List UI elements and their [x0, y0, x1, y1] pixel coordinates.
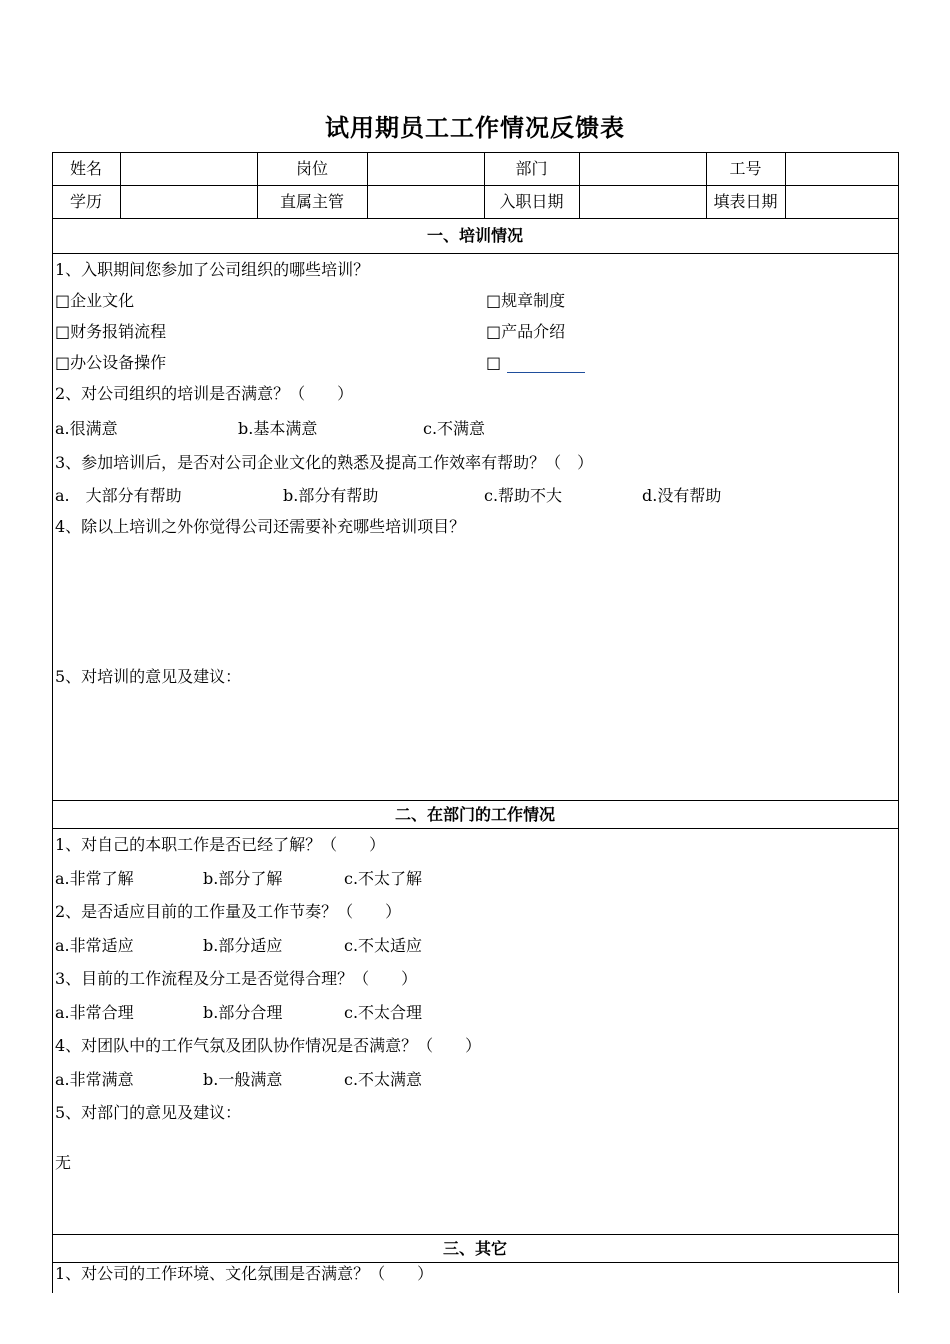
answer-option[interactable]: c.帮助不大	[484, 486, 563, 505]
answer-option[interactable]: b.一般满意	[203, 1070, 283, 1089]
option-checkbox-other[interactable]	[486, 353, 585, 373]
label-education: 学历	[69, 192, 102, 211]
label-position: 岗位	[295, 159, 328, 178]
answer-option[interactable]: c.不太满意	[344, 1070, 423, 1089]
label-department: 部门	[515, 159, 548, 178]
question-dept-4: 4、对团队中的工作气氛及团队协作情况是否满意？（ ）	[55, 1036, 482, 1055]
option-checkbox[interactable]: □财务报销流程	[55, 322, 167, 341]
question-dept-5: 5、对部门的意见及建议：	[55, 1103, 242, 1122]
answer-option[interactable]: b.部分合理	[203, 1003, 283, 1022]
col-divider	[367, 152, 368, 218]
answer-option[interactable]: b.部分有帮助	[283, 486, 379, 505]
answer-option[interactable]: a.非常合理	[55, 1003, 134, 1022]
row-divider	[52, 1262, 898, 1263]
section-title-training: 一、培训情况	[426, 226, 523, 245]
question-training-2: 2、对公司组织的培训是否满意？（ ）	[55, 384, 354, 403]
option-checkbox[interactable]: □办公设备操作	[55, 353, 167, 372]
col-divider	[579, 152, 580, 218]
answer-option[interactable]: a.非常适应	[55, 936, 134, 955]
col-divider	[120, 152, 121, 218]
answer-option[interactable]: c.不满意	[423, 419, 486, 438]
question-training-4: 4、除以上培训之外你觉得公司还需要补充哪些培训项目？	[55, 517, 466, 536]
label-employee-id: 工号	[729, 159, 762, 178]
col-divider	[785, 152, 786, 218]
other-blank-field[interactable]	[507, 356, 585, 373]
question-dept-2: 2、是否适应目前的工作量及工作节奏？（ ）	[55, 902, 402, 921]
label-fill-date: 填表日期	[713, 192, 778, 211]
answer-text[interactable]: 无	[55, 1153, 72, 1172]
option-checkbox[interactable]: □产品介绍	[486, 322, 566, 341]
label-supervisor: 直属主管	[279, 192, 344, 211]
label-hire-date: 入职日期	[499, 192, 564, 211]
question-dept-3: 3、目前的工作流程及分工是否觉得合理？（ ）	[55, 969, 418, 988]
question-training-1: 1、入职期间您参加了公司组织的哪些培训？	[55, 260, 370, 279]
question-training-3: 3、参加培训后，是否对公司企业文化的熟悉及提高工作效率有帮助？（ ）	[55, 453, 594, 472]
option-checkbox[interactable]: □企业文化	[55, 291, 135, 310]
answer-option[interactable]: c.不太了解	[344, 869, 423, 888]
question-dept-1: 1、对自己的本职工作是否已经了解？（ ）	[55, 835, 386, 854]
answer-option[interactable]: a.很满意	[55, 419, 118, 438]
answer-option[interactable]: b.部分了解	[203, 869, 283, 888]
answer-option[interactable]: d.没有帮助	[642, 486, 722, 505]
answer-option[interactable]: a. 大部分有帮助	[55, 486, 182, 505]
answer-option[interactable]: a.非常满意	[55, 1070, 134, 1089]
option-checkbox-label: □	[486, 353, 502, 372]
section-title-other: 三、其它	[442, 1239, 507, 1258]
question-training-5: 5、对培训的意见及建议：	[55, 667, 242, 686]
answer-option[interactable]: c.不太合理	[344, 1003, 423, 1022]
section-title-department: 二、在部门的工作情况	[394, 805, 555, 824]
row-divider	[52, 253, 898, 254]
page-title: 试用期员工工作情况反馈表	[325, 114, 625, 142]
answer-option[interactable]: b.基本满意	[238, 419, 318, 438]
label-name: 姓名	[69, 159, 102, 178]
answer-option[interactable]: a.非常了解	[55, 869, 134, 888]
question-other-1: 1、对公司的工作环境、文化氛围是否满意？（ ）	[55, 1264, 434, 1283]
option-checkbox[interactable]: □规章制度	[486, 291, 566, 310]
answer-option[interactable]: b.部分适应	[203, 936, 283, 955]
answer-option[interactable]: c.不太适应	[344, 936, 423, 955]
